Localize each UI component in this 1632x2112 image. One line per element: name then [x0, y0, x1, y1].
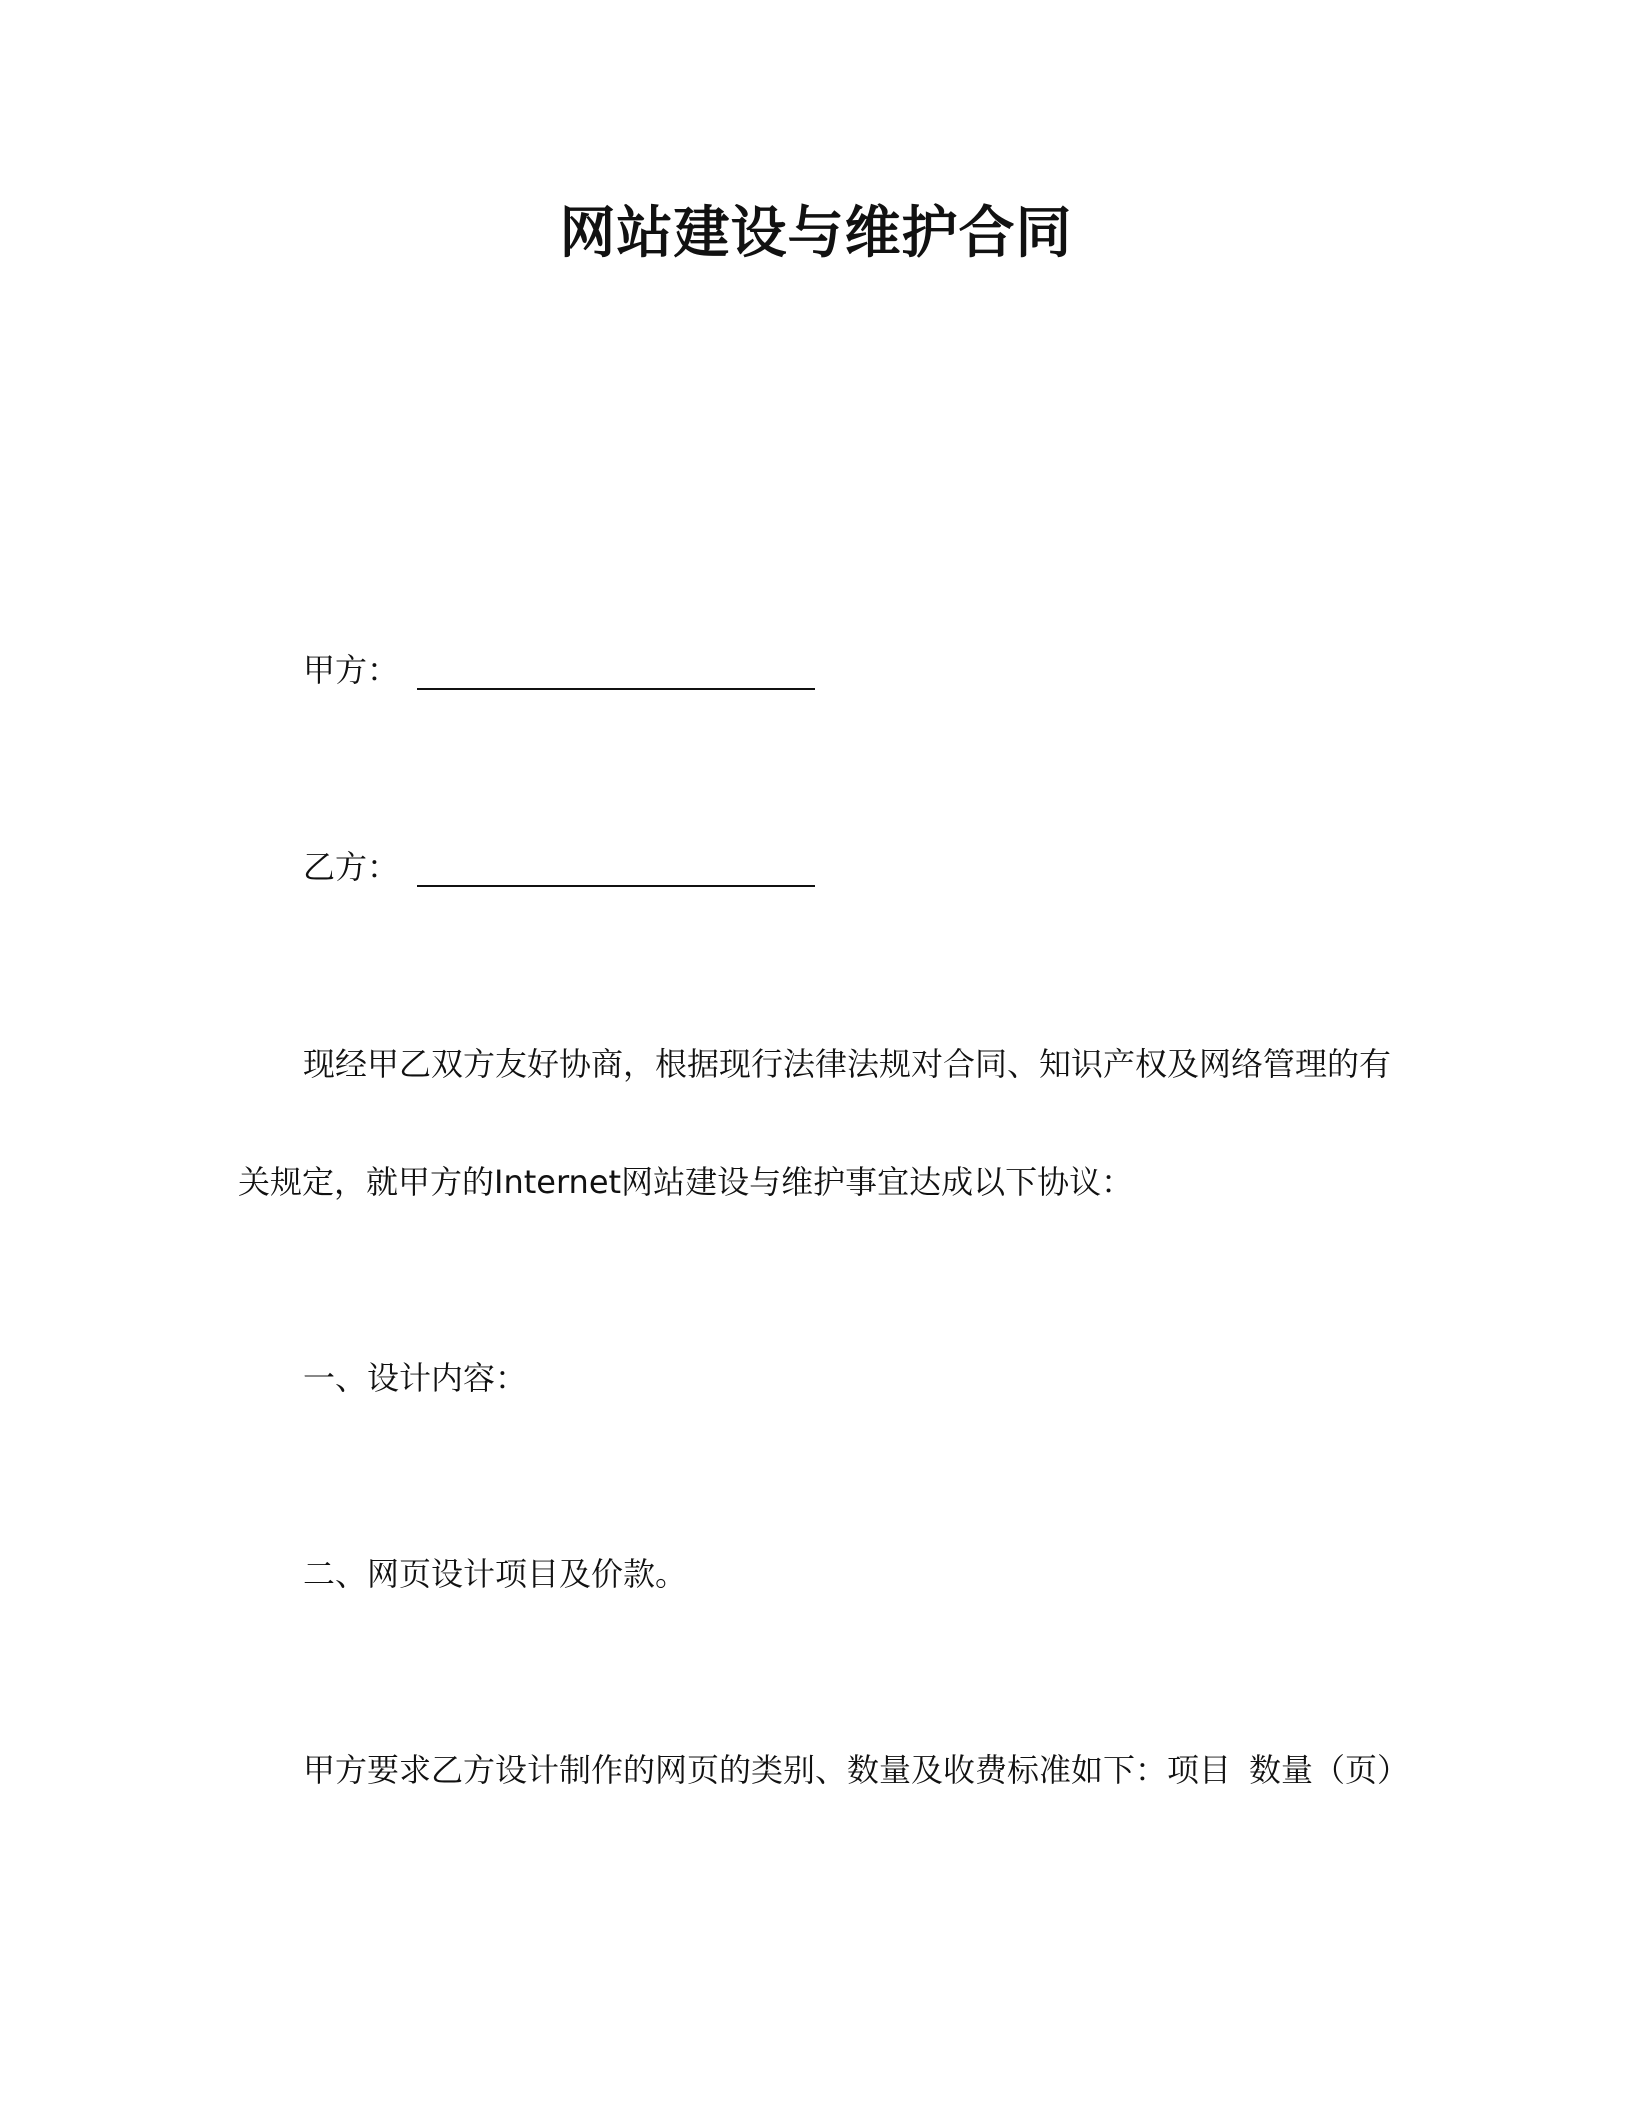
party-b-field — [303, 845, 815, 889]
party-a-field — [303, 648, 815, 692]
table-col-item: 项目 — [1167, 1751, 1232, 1789]
party-a-blank-line — [417, 660, 815, 690]
table-intro-text: 甲方要求乙方设计制作的网页的类别、数量及收费标准如下： — [303, 1751, 1168, 1789]
party-b-blank-line — [417, 857, 815, 887]
preamble-line-1: 现经甲乙双方友好协商，根据现行法律法规对合同、知识产权及网络管理的有 — [303, 1045, 1392, 1083]
table-col-quantity: 数量（页） — [1249, 1751, 1410, 1789]
table-intro-line — [303, 1748, 1409, 1792]
document-title: 网站建设与维护合同 — [559, 201, 1073, 266]
party-b-label: 乙方： — [303, 848, 400, 886]
party-a-label: 甲方： — [303, 651, 400, 689]
section-2-heading: 二、网页设计项目及价款。 — [303, 1555, 688, 1593]
preamble-line-2: 关规定，就甲方的Internet网站建设与维护事宜达成以下协议： — [238, 1163, 1134, 1201]
section-1-heading: 一、设计内容： — [303, 1359, 528, 1397]
